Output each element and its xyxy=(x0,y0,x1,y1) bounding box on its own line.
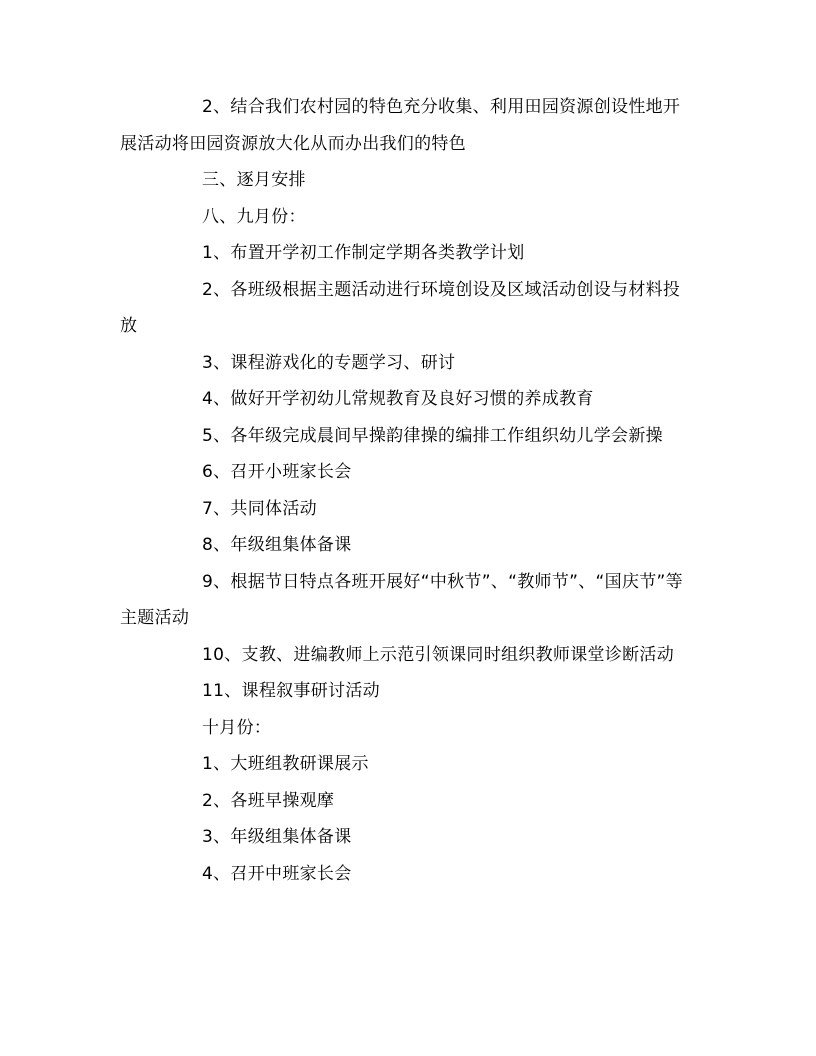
list-item: 3、年级组集体备课 xyxy=(202,827,352,847)
list-item: 9、根据节日特点各班开展好“中秋节”、“教师节”、“国庆节”等主题活动 xyxy=(120,571,683,628)
list-item: 2、各班级根据主题活动进行环境创设及区域活动创设与材料投放 xyxy=(120,279,681,336)
list-item: 8、年级组集体备课 xyxy=(202,535,352,555)
month-heading-october: 十月份： xyxy=(202,717,272,738)
list-item: 2、各班早操观摩 xyxy=(202,790,335,811)
section-heading-monthly-plan: 三、逐月安排 xyxy=(202,170,306,190)
list-item: 3、课程游戏化的专题学习、研讨 xyxy=(202,352,456,373)
list-item: 6、召开小班家长会 xyxy=(202,462,352,482)
list-item: 1、布置开学初工作制定学期各类教学计划 xyxy=(202,243,525,263)
list-item: 4、做好开学初幼儿常规教育及良好习惯的养成教育 xyxy=(202,389,594,409)
month-heading-aug-sep: 八、九月份： xyxy=(202,206,306,227)
list-item: 5、各年级完成晨间早操韵律操的编排工作组织幼儿学会新操 xyxy=(202,425,663,446)
list-item: 1、大班组教研课展示 xyxy=(202,754,369,774)
list-item: 11、课程叙事研讨活动 xyxy=(202,681,380,701)
document-body xyxy=(120,89,696,892)
list-item: 7、共同体活动 xyxy=(202,498,317,519)
paragraph-goal-2: 2、结合我们农村园的特色充分收集、利用田园资源创设性地开展活动将田园资源放大化从而办出我们的特色 xyxy=(120,97,681,154)
list-item: 4、召开中班家长会 xyxy=(202,863,352,884)
list-item: 10、支教、进编教师上示范引领课同时组织教师课堂诊断活动 xyxy=(202,644,675,665)
